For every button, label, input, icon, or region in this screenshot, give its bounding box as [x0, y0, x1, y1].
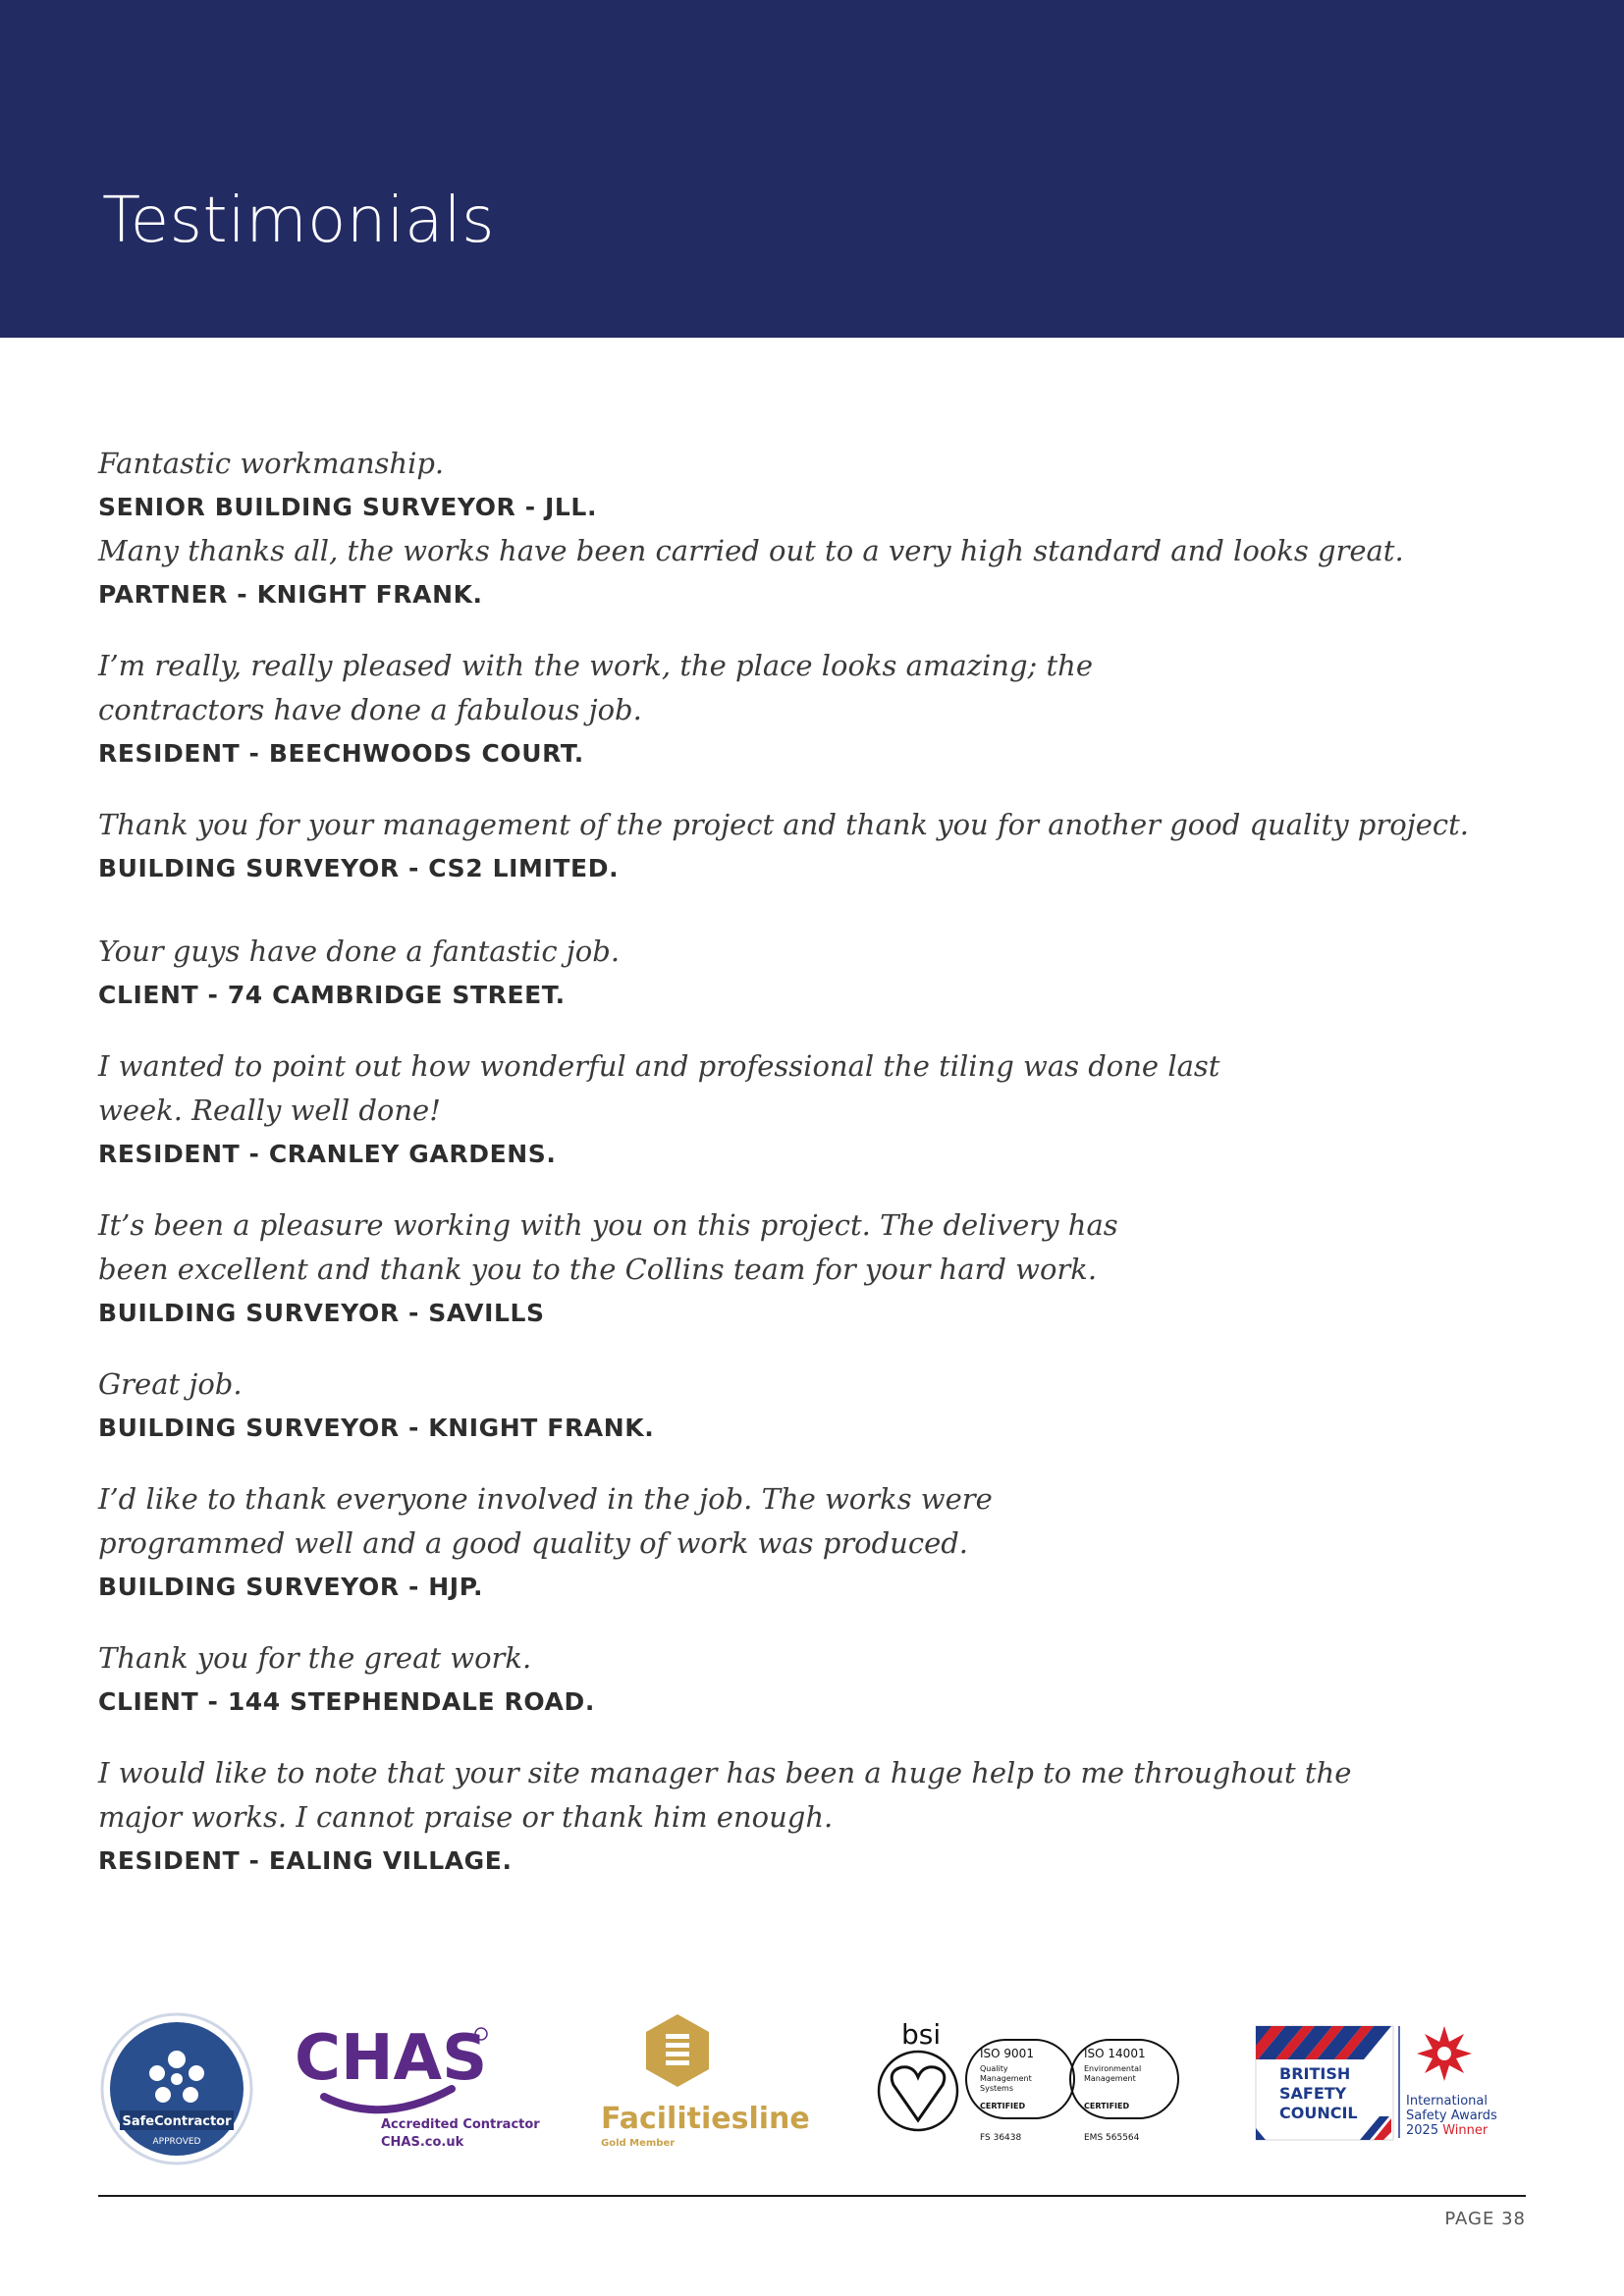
page-number: PAGE 38 — [1444, 2209, 1526, 2229]
bsc-line1: BRITISH — [1279, 2064, 1351, 2083]
testimonial-author: CLIENT - 74 CAMBRIDGE STREET. — [98, 981, 566, 1009]
iso9001-line2: Management — [980, 2074, 1032, 2083]
safecontractor-logo — [98, 2010, 255, 2167]
testimonial-quote: Great job. — [98, 1367, 243, 1401]
bsi-logo — [874, 2014, 1198, 2162]
svg-text:2025 Winner — [1406, 2123, 1489, 2138]
iso9001-title: ISO 9001 — [980, 2047, 1034, 2060]
testimonial-author: BUILDING SURVEYOR - HJP. — [98, 1573, 484, 1601]
testimonial-author: RESIDENT - CRANLEY GARDENS. — [98, 1140, 557, 1168]
testimonial-author: CLIENT - 144 STEPHENDALE ROAD. — [98, 1687, 595, 1716]
chas-name: CHAS — [295, 2022, 488, 2095]
testimonial-quote: I’m really, really pleased with the work, the place looks amazing; the contractors have done a fabulous job. — [98, 649, 1094, 726]
testimonial-author: RESIDENT - BEECHWOODS COURT. — [98, 739, 584, 768]
testimonial-quote: Thank you for the great work. — [98, 1641, 532, 1675]
testimonial-author: RESIDENT - EALING VILLAGE. — [98, 1846, 513, 1875]
page-header — [0, 0, 1624, 338]
testimonial-author: BUILDING SURVEYOR - CS2 LIMITED. — [98, 854, 620, 882]
iso14001-title: ISO 14001 — [1084, 2047, 1146, 2060]
iso9001-cert: CERTIFIED — [980, 2102, 1026, 2110]
bsc-award2: Safety Awards — [1406, 2109, 1497, 2123]
testimonial-author: PARTNER - KNIGHT FRANK. — [98, 580, 483, 609]
chas-logo — [295, 2020, 540, 2158]
testimonial-author: SENIOR BUILDING SURVEYOR - JLL. — [98, 493, 598, 521]
testimonial-quote: Thank you for your management of the project and thank you for another good quality project. — [98, 808, 1469, 841]
facilitiesline-sub: Gold Member — [601, 2138, 676, 2149]
testimonials-list — [98, 442, 1492, 1883]
iso9001-line3: Systems — [980, 2084, 1013, 2093]
testimonial-author: BUILDING SURVEYOR - SAVILLS — [98, 1299, 545, 1327]
safecontractor-sub: APPROVED — [152, 2137, 201, 2147]
facilitiesline-name: Facilitiesline — [601, 2102, 810, 2136]
bsc-award1: International — [1406, 2094, 1488, 2109]
accreditation-logos — [98, 2002, 1532, 2179]
testimonial-quote: I’d like to thank everyone involved in the job. The works were programmed well and a good quality of work was produced. — [98, 1482, 993, 1560]
bsc-line3: COUNCIL — [1279, 2104, 1358, 2122]
bsc-line2: SAFETY — [1279, 2084, 1347, 2103]
iso14001-code: EMS 565564 — [1084, 2133, 1140, 2143]
chas-accredited: Accredited Contractor — [381, 2117, 540, 2132]
footer-divider — [98, 2195, 1526, 2197]
testimonial-quote: Fantastic workmanship. — [98, 447, 445, 480]
facilitiesline-logo — [599, 2012, 815, 2169]
testimonial-quote: I would like to note that your site manager has been a huge help to me throughout the major works. I cannot praise or thank him enough. — [98, 1756, 1352, 1834]
testimonial-quote: It’s been a pleasure working with you on this project. The delivery has been excellent and thank you to the Collins team for your hard work. — [98, 1208, 1118, 1286]
testimonial-quote: Many thanks all, the works have been carried out to a very high standard and looks great. — [98, 534, 1404, 567]
bsi-name: bsi — [901, 2018, 942, 2051]
british-safety-council-logo — [1252, 2022, 1537, 2150]
iso14001-line2: Management — [1084, 2074, 1136, 2083]
safecontractor-name: SafeContractor — [122, 2114, 232, 2129]
testimonial-author: BUILDING SURVEYOR - KNIGHT FRANK. — [98, 1414, 655, 1442]
iso14001-line1: Environmental — [1084, 2064, 1142, 2073]
bsc-award-year: 2025 — [1406, 2123, 1439, 2138]
iso9001-code: FS 36438 — [980, 2133, 1022, 2143]
testimonial-quote: Your guys have done a fantastic job. — [98, 934, 621, 968]
iso14001-cert: CERTIFIED — [1084, 2102, 1130, 2110]
chas-url: CHAS.co.uk — [381, 2135, 464, 2150]
iso9001-line1: Quality — [980, 2064, 1008, 2073]
page-title: Testimonials — [102, 185, 495, 257]
bsc-award-winner: Winner — [1442, 2123, 1489, 2138]
testimonial-quote: I wanted to point out how wonderful and professional the tiling was done last week. Really well done! — [98, 1049, 1220, 1127]
